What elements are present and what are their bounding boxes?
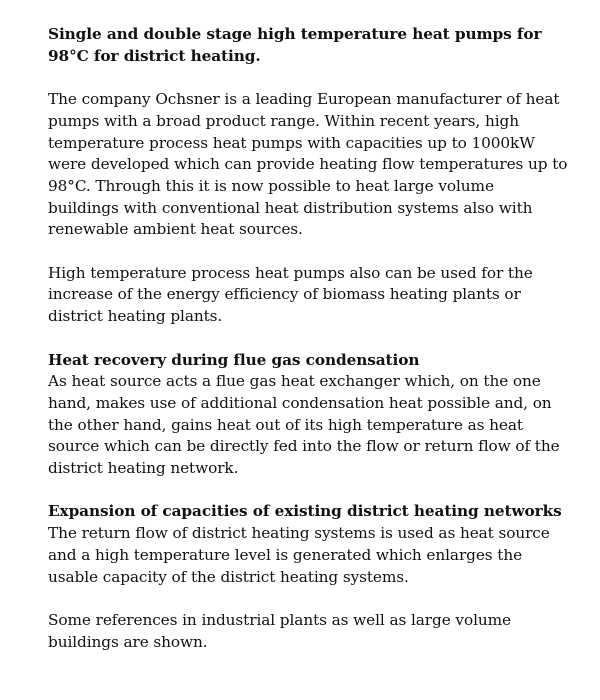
- intro-paragraph: The company Ochsner is a leading European manufacturer of heat pumps with a broad product range. Within recent years, high temperature process heat pumps with capacities up to 1000kW were developed which can provide heating flow temperatures up to 98°C. Through this it is now possible to heat large volume buildings with conventional heat distribution systems also with renewable ambient heat sources.: [48, 90, 568, 239]
- capacity-expansion-heading: Expansion of capacities of existing district heating networks: [48, 502, 562, 521]
- heat-recovery-body: As heat source acts a flue gas heat exchanger which, on the one hand, makes use of additional condensation heat possible and, on the other hand, gains heat out of its high temperature as heat source which can be directly fed into the flow or return flow of the district heating network.: [48, 372, 560, 478]
- document-body: [48, 24, 568, 653]
- closing-paragraph: Some references in industrial plants as well as large volume buildings are shown.: [48, 610, 511, 651]
- section-heat-recovery: [48, 350, 568, 480]
- capacity-expansion-body: The return flow of district heating systems is used as heat source and a high temperature level is generated which enlarges the usable capacity of the district heating systems.: [48, 524, 550, 586]
- document-title: [48, 24, 568, 67]
- section-capacity-expansion: [48, 501, 568, 588]
- biomass-paragraph: High temperature process heat pumps also can be used for the increase of the energy efficiency of biomass heating plants or district heating plants.: [48, 263, 533, 326]
- title-text: Single and double stage high temperature heat pumps for 98°C for district heating.: [48, 25, 542, 65]
- heat-recovery-heading: Heat recovery during flue gas condensation: [48, 350, 420, 369]
